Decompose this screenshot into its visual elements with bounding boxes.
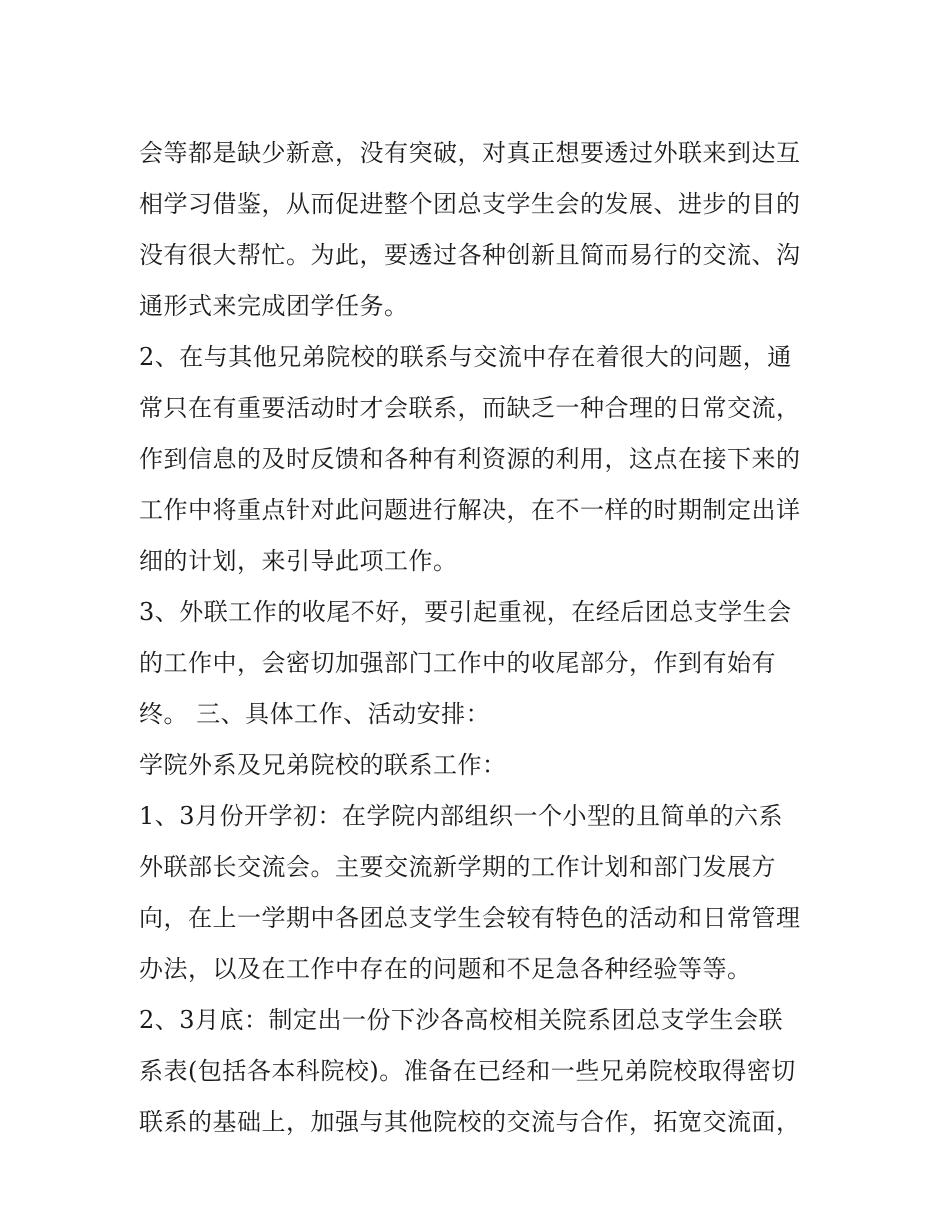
text-line: 常只在有重要活动时才会联系，而缺乏一种合理的日常交流， [139,394,801,422]
text-line: 终。 三、具体工作、活动安排： [139,700,491,728]
text-line: 作到信息的及时反馈和各种有利资源的利用，这点在接下来的 [139,445,801,473]
text-line: 细的计划，来引导此项工作。 [139,547,458,575]
text-line: 通形式来完成团学任务。 [139,292,409,320]
text-line: 的工作中，会密切加强部门工作中的收尾部分，作到有始有 [139,649,776,677]
text-line: 1、3月份开学初：在学院内部组织一个小型的且简单的六系 [139,802,784,830]
text-line: 3、外联工作的收尾不好，要引起重视，在经后团总支学生会 [139,598,792,626]
text-line: 2、3月底：制定出一份下沙各高校相关院系团总支学生会联 [139,1006,784,1034]
document-body [139,128,819,1148]
text-line: 会等都是缺少新意，没有突破，对真正想要透过外联来到达互 [139,139,801,167]
text-line: 没有很大帮忙。为此，要透过各种创新且简而易行的交流、沟 [139,241,801,269]
text-line: 办法，以及在工作中存在的问题和不足急各种经验等等。 [139,955,752,983]
text-line: 工作中将重点针对此问题进行解决，在不一样的时期制定出详 [139,496,801,524]
text-line: 学院外系及兄弟院校的联系工作： [139,751,507,779]
text-line: 外联部长交流会。主要交流新学期的工作计划和部门发展方 [139,853,776,881]
text-line: 联系的基础上，加强与其他院校的交流与合作，拓宽交流面， [139,1108,801,1136]
text-line: 系表(包括各本科院校)。准备在已经和一些兄弟院校取得密切 [139,1057,796,1085]
text-line: 向，在上一学期中各团总支学生会较有特色的活动和日常管理 [139,904,801,932]
text-line: 2、在与其他兄弟院校的联系与交流中存在着很大的问题，通 [139,343,792,371]
text-line: 相学习借鉴，从而促进整个团总支学生会的发展、进步的目的 [139,190,801,218]
